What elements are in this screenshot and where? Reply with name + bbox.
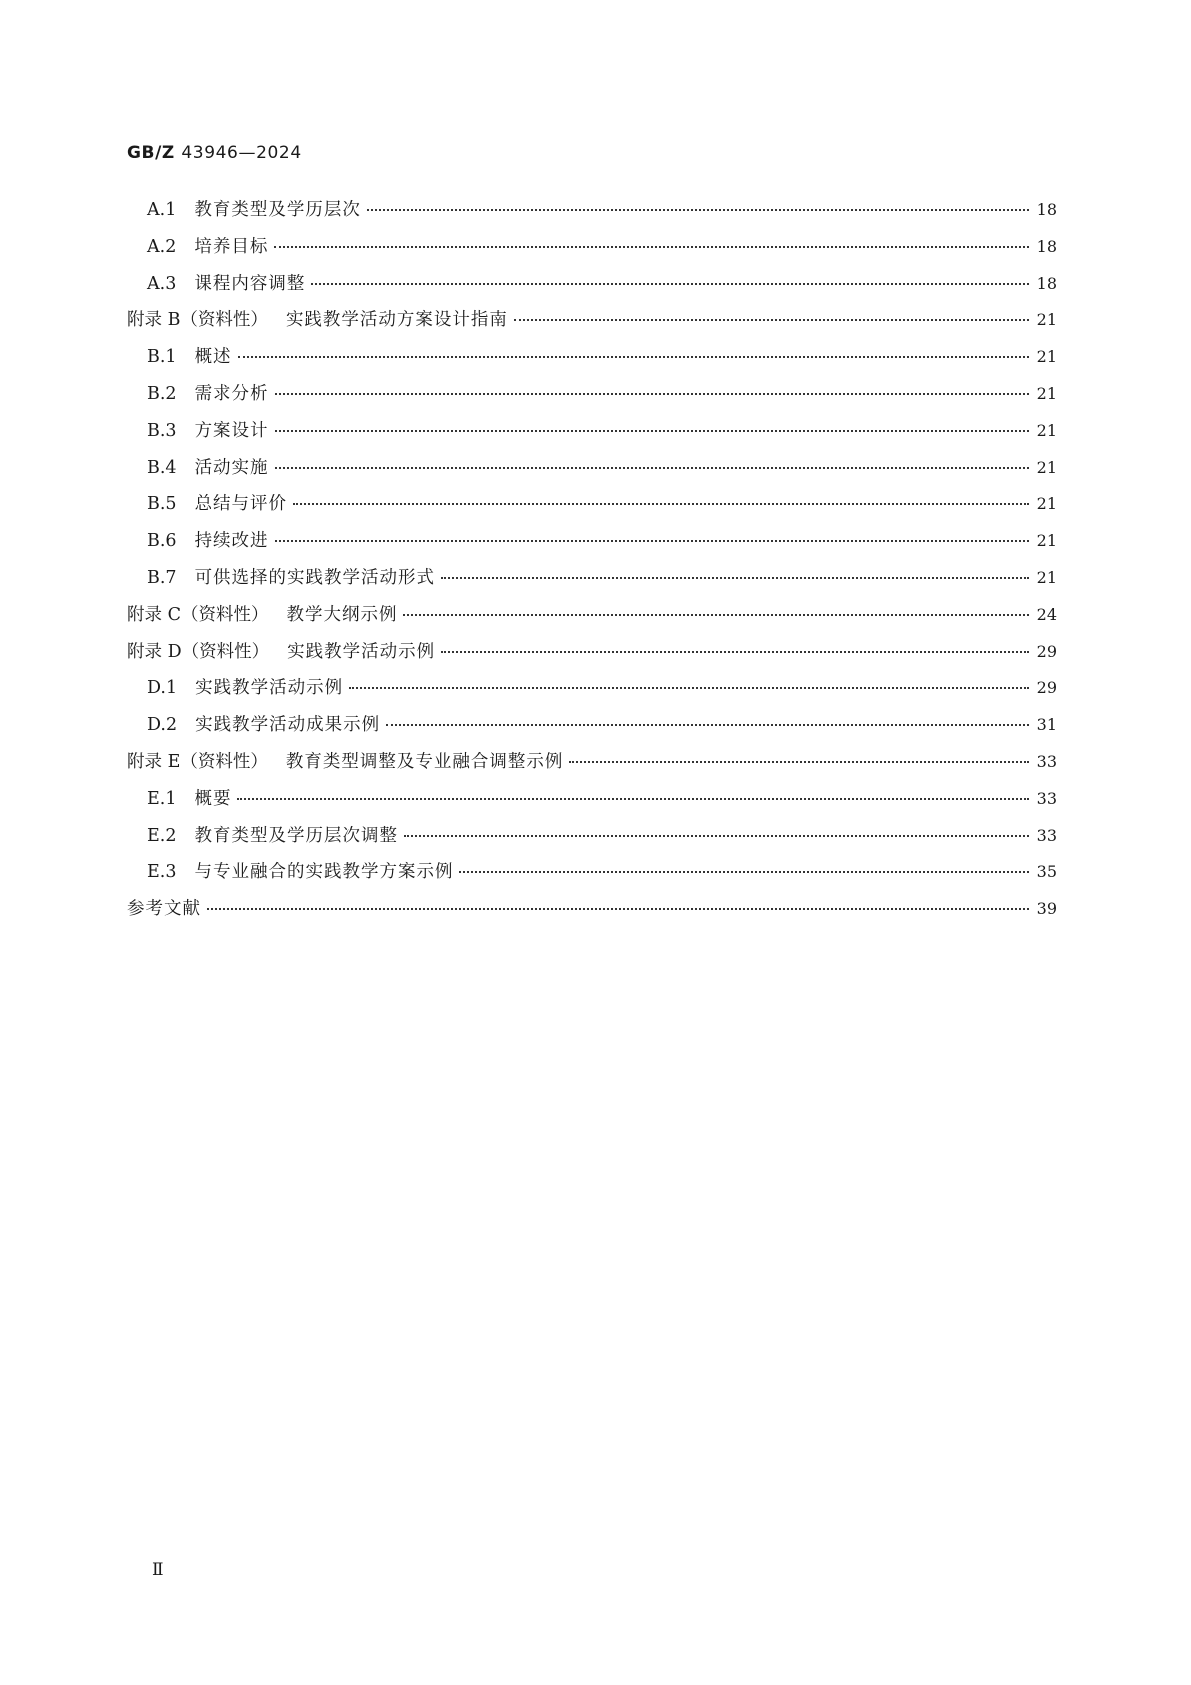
page-number-footer: Ⅱ	[152, 1560, 164, 1580]
toc-page-number: 29	[1036, 678, 1057, 698]
toc-dot-leader	[293, 503, 1029, 505]
toc-entry[interactable]	[127, 564, 1057, 601]
toc-entry-label	[147, 490, 287, 515]
toc-dot-leader	[274, 246, 1028, 248]
toc-entry[interactable]	[127, 638, 1057, 675]
toc-entry-title: 课程内容调整	[194, 273, 306, 294]
toc-entry[interactable]	[127, 306, 1057, 343]
toc-dot-leader	[207, 908, 1029, 910]
toc-entry[interactable]	[127, 858, 1057, 895]
toc-entry-label	[127, 895, 201, 920]
toc-entry-label	[147, 270, 305, 295]
table-of-contents	[127, 196, 1057, 932]
toc-entry-number: D.1	[147, 678, 178, 699]
toc-entry-number: 附录 C（资料性）	[127, 604, 269, 625]
toc-entry-number: D.2	[147, 715, 178, 736]
toc-page-number: 21	[1036, 457, 1057, 477]
toc-entry-label	[147, 196, 361, 221]
toc-entry-title: 实践教学活动成果示例	[195, 715, 381, 736]
toc-dot-leader	[367, 209, 1029, 211]
toc-entry-label	[127, 601, 397, 626]
toc-page-number: 18	[1036, 236, 1057, 256]
toc-entry-number: A.3	[147, 273, 177, 294]
toc-entry[interactable]	[127, 380, 1057, 417]
toc-dot-leader	[403, 614, 1028, 616]
toc-entry-number: B.3	[147, 420, 177, 441]
toc-entry-title: 教学大纲示例	[286, 604, 398, 625]
toc-entry[interactable]	[127, 895, 1057, 932]
toc-entry-label	[147, 858, 453, 883]
toc-entry-title: 方案设计	[194, 420, 269, 441]
toc-dot-leader	[275, 430, 1029, 432]
toc-page-number: 29	[1036, 641, 1057, 661]
toc-entry-title: 教育类型及学历层次调整	[194, 825, 398, 846]
toc-dot-leader	[237, 798, 1028, 800]
toc-entry[interactable]	[127, 711, 1057, 748]
toc-entry-number: B.4	[147, 457, 177, 478]
toc-page-number: 21	[1036, 383, 1057, 403]
toc-entry-number: A.2	[147, 236, 177, 257]
toc-page-number: 33	[1036, 825, 1057, 845]
toc-page-number: 21	[1036, 310, 1057, 330]
toc-entry-label	[147, 785, 231, 810]
toc-entry-title: 需求分析	[194, 383, 269, 404]
toc-entry-label	[147, 454, 269, 479]
toc-entry-label	[147, 417, 269, 442]
toc-entry-number: B.2	[147, 383, 177, 404]
toc-entry[interactable]	[127, 196, 1057, 233]
toc-entry-title: 活动实施	[194, 457, 269, 478]
toc-page-number: 39	[1036, 899, 1057, 919]
toc-page-number: 18	[1036, 273, 1057, 293]
toc-entry-number: E.2	[147, 825, 177, 846]
toc-entry[interactable]	[127, 601, 1057, 638]
toc-entry-number: 附录 D（资料性）	[127, 641, 270, 662]
toc-page-number: 33	[1036, 788, 1057, 808]
toc-entry-title: 概要	[194, 788, 232, 809]
toc-entry-label	[147, 343, 232, 368]
toc-page-number: 18	[1036, 200, 1057, 219]
toc-dot-leader	[275, 393, 1029, 395]
toc-entry-number: 附录 E（资料性）	[127, 751, 268, 772]
toc-dot-leader	[441, 577, 1029, 579]
toc-entry-number: 附录 B（资料性）	[127, 310, 268, 331]
toc-entry-number: B.7	[147, 567, 177, 588]
toc-dot-leader	[459, 871, 1028, 873]
toc-dot-leader	[275, 540, 1029, 542]
toc-dot-leader	[441, 651, 1029, 653]
toc-dot-leader	[386, 724, 1029, 726]
toc-entry[interactable]	[127, 822, 1057, 859]
toc-page-number: 21	[1036, 494, 1057, 514]
toc-entry[interactable]	[127, 454, 1057, 491]
toc-page-number: 21	[1036, 567, 1057, 587]
toc-page-number: 33	[1036, 751, 1057, 771]
toc-entry-title: 概述	[194, 347, 232, 368]
toc-entry-title: 培养目标	[194, 236, 269, 257]
toc-entry-title: 实践教学活动示例	[287, 641, 436, 662]
toc-entry[interactable]	[127, 343, 1057, 380]
toc-dot-leader	[311, 283, 1028, 285]
toc-entry-label	[127, 638, 435, 663]
toc-dot-leader	[514, 319, 1029, 321]
toc-entry-title: 实践教学活动方案设计指南	[285, 310, 508, 331]
toc-dot-leader	[349, 687, 1029, 689]
toc-entry-number: B.5	[147, 494, 177, 515]
toc-entry-label	[127, 306, 508, 331]
toc-entry-title: 参考文献	[127, 899, 201, 920]
toc-dot-leader	[404, 835, 1029, 837]
toc-entry[interactable]	[127, 490, 1057, 527]
toc-dot-leader	[569, 761, 1028, 763]
standard-number-header	[127, 143, 302, 163]
toc-entry-label	[147, 564, 435, 589]
toc-entry[interactable]	[127, 417, 1057, 454]
toc-entry[interactable]	[127, 270, 1057, 307]
toc-entry-label	[147, 380, 269, 405]
toc-page-number: 21	[1036, 420, 1057, 440]
toc-page-number: 21	[1036, 347, 1057, 367]
toc-dot-leader	[238, 356, 1029, 358]
toc-entry-label	[147, 822, 398, 847]
toc-page-number: 21	[1036, 531, 1057, 551]
toc-entry-title: 教育类型调整及专业融合调整示例	[285, 751, 564, 772]
toc-entry-title: 可供选择的实践教学活动形式	[194, 567, 436, 588]
toc-entry[interactable]	[127, 785, 1057, 822]
toc-entry[interactable]	[127, 674, 1057, 711]
toc-entry-number: E.1	[147, 788, 177, 809]
toc-entry-title: 总结与评价	[194, 494, 288, 515]
toc-entry-label	[147, 674, 343, 699]
toc-entry-title: 实践教学活动示例	[195, 678, 344, 699]
toc-entry-label	[127, 748, 563, 773]
toc-entry-number: A.1	[147, 200, 177, 220]
toc-entry-number: B.6	[147, 531, 177, 552]
toc-entry[interactable]	[127, 233, 1057, 270]
toc-entry-number: E.3	[147, 862, 177, 883]
toc-page-number: 31	[1036, 715, 1057, 735]
standard-prefix: GB/Z	[127, 143, 175, 163]
toc-entry-title: 教育类型及学历层次	[194, 200, 361, 220]
toc-entry-number: B.1	[147, 347, 177, 368]
toc-entry-label	[147, 233, 268, 258]
toc-entry[interactable]	[127, 748, 1057, 785]
toc-entry-label	[147, 527, 269, 552]
toc-entry[interactable]	[127, 527, 1057, 564]
toc-entry-label	[147, 711, 380, 736]
toc-entry-title: 与专业融合的实践教学方案示例	[194, 862, 454, 883]
standard-number: 43946—2024	[181, 143, 302, 163]
toc-page-number: 35	[1036, 862, 1057, 882]
toc-dot-leader	[275, 467, 1029, 469]
toc-page-number: 24	[1036, 604, 1057, 624]
toc-entry-title: 持续改进	[194, 531, 269, 552]
